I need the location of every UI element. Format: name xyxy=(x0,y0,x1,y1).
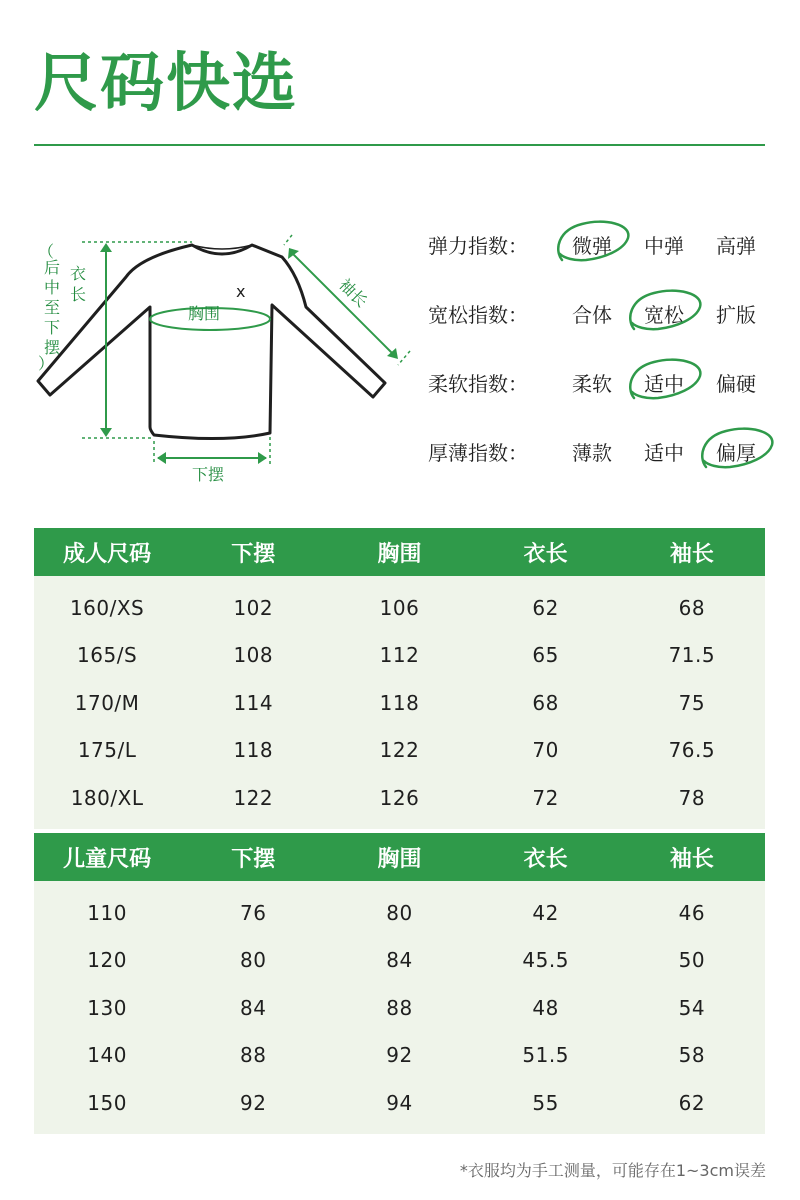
length-arrow-head-bottom xyxy=(100,428,112,437)
table-cell: 150 xyxy=(87,1090,127,1115)
adult-size-table xyxy=(34,528,765,829)
sleeve-bottom-guide xyxy=(398,351,410,365)
table-header xyxy=(34,833,765,881)
table-cell: 76.5 xyxy=(668,738,716,763)
table-cell: 94 xyxy=(386,1090,413,1115)
table-row xyxy=(34,1032,765,1080)
header-cell: 下摆 xyxy=(231,846,276,872)
back-label-2: 后 xyxy=(44,258,61,277)
garment-diagram xyxy=(30,215,430,495)
index-row-thickness xyxy=(428,417,788,486)
table-row xyxy=(34,632,765,680)
table-cell: 75 xyxy=(678,690,706,715)
selected-ring-icon xyxy=(624,354,706,406)
index-row-softness xyxy=(428,348,788,417)
table-cell: 120 xyxy=(87,948,127,973)
header-cell: 衣长 xyxy=(523,541,568,567)
table-cell: 76 xyxy=(240,900,267,925)
index-option: 微弹 xyxy=(556,230,628,259)
header-cell: 下摆 xyxy=(231,541,276,567)
index-option: 薄款 xyxy=(572,441,612,465)
title-divider xyxy=(34,144,765,146)
table-cell: 55 xyxy=(532,1090,559,1115)
table-cell: 110 xyxy=(87,900,127,925)
kids-size-table xyxy=(34,833,765,1134)
sweater-outline-illustration xyxy=(30,215,430,495)
table-cell: 84 xyxy=(240,995,267,1020)
table-cell: 118 xyxy=(233,738,274,763)
logo-mark: x xyxy=(236,282,246,301)
table-cell: 102 xyxy=(233,595,274,620)
index-option: 扩版 xyxy=(716,303,756,327)
index-label: 厚薄指数： xyxy=(428,441,528,465)
table-cell: 45.5 xyxy=(522,948,569,973)
table-body xyxy=(34,881,765,1134)
index-row-elasticity xyxy=(428,210,788,279)
fabric-indices xyxy=(428,210,788,486)
table-cell: 72 xyxy=(532,785,559,810)
header-cell: 袖长 xyxy=(669,541,714,567)
back-label-5: 下 xyxy=(44,318,61,337)
length-arrow-head-top xyxy=(100,243,112,252)
table-row xyxy=(34,584,765,632)
index-option: 偏硬 xyxy=(716,372,756,396)
table-cell: 88 xyxy=(240,1043,267,1068)
table-cell: 65 xyxy=(532,643,559,668)
table-cell: 71.5 xyxy=(668,643,716,668)
table-cell: 70 xyxy=(532,738,559,763)
sleeve-arrow-line xyxy=(292,253,394,355)
table-cell: 80 xyxy=(240,948,267,973)
index-option: 宽松 xyxy=(628,299,700,328)
sleeve-label: 袖长 xyxy=(335,274,372,312)
table-cell: 122 xyxy=(379,738,420,763)
table-cell: 50 xyxy=(678,948,706,973)
index-label: 宽松指数： xyxy=(428,303,528,327)
table-row xyxy=(34,937,765,985)
measurement-note: *衣服均为手工测量，可能存在1~3cm误差 xyxy=(459,1161,766,1180)
index-option: 适中 xyxy=(644,441,684,465)
table-header xyxy=(34,528,765,576)
back-label-4: 至 xyxy=(44,298,61,317)
back-label-1: （ xyxy=(38,242,55,261)
table-row xyxy=(34,774,765,822)
sweater-outline xyxy=(38,245,385,439)
table-cell: 126 xyxy=(379,785,420,810)
index-option: 偏厚 xyxy=(700,437,772,466)
table-cell: 62 xyxy=(678,1090,706,1115)
table-cell: 48 xyxy=(532,995,559,1020)
index-label: 柔软指数： xyxy=(428,372,528,396)
table-cell: 51.5 xyxy=(522,1043,569,1068)
table-cell: 122 xyxy=(233,785,274,810)
table-cell: 160/XS xyxy=(69,595,145,620)
table-cell: 88 xyxy=(386,995,413,1020)
back-label-3: 中 xyxy=(44,278,61,297)
back-label-6: 摆 xyxy=(44,338,61,357)
back-label-7: ） xyxy=(38,354,55,373)
table-cell: 92 xyxy=(386,1043,413,1068)
chest-label: 胸围 xyxy=(188,304,221,323)
table-cell: 80 xyxy=(386,900,413,925)
hem-arrow-head-left xyxy=(157,452,166,464)
table-cell: 170/M xyxy=(74,690,140,715)
table-row xyxy=(34,1079,765,1127)
table-cell: 165/S xyxy=(77,643,138,668)
sleeve-top-guide xyxy=(284,235,292,245)
header-cell: 衣长 xyxy=(523,846,568,872)
table-row xyxy=(34,984,765,1032)
table-cell: 84 xyxy=(386,948,413,973)
table-cell: 42 xyxy=(532,900,559,925)
index-option: 柔软 xyxy=(572,372,612,396)
table-cell: 62 xyxy=(532,595,559,620)
table-row xyxy=(34,889,765,937)
table-cell: 106 xyxy=(379,595,420,620)
index-option: 适中 xyxy=(628,368,700,397)
table-cell: 46 xyxy=(678,900,706,925)
header-cell: 袖长 xyxy=(669,846,714,872)
table-cell: 92 xyxy=(240,1090,267,1115)
table-cell: 175/L xyxy=(77,738,137,763)
table-cell: 68 xyxy=(678,595,706,620)
header-cell: 儿童尺码 xyxy=(63,846,152,872)
header-cell: 胸围 xyxy=(377,541,422,567)
table-cell: 54 xyxy=(678,995,706,1020)
hem-arrow-head-right xyxy=(258,452,267,464)
table-cell: 78 xyxy=(678,785,706,810)
index-row-fit xyxy=(428,279,788,348)
table-row xyxy=(34,727,765,775)
table-cell: 108 xyxy=(233,643,274,668)
length-label-2: 长 xyxy=(70,285,87,304)
page-title: 尺码快选 xyxy=(34,47,298,121)
table-cell: 130 xyxy=(87,995,127,1020)
table-cell: 68 xyxy=(532,690,559,715)
table-body xyxy=(34,576,765,829)
table-cell: 114 xyxy=(233,690,274,715)
index-option: 高弹 xyxy=(716,234,756,258)
selected-ring-icon xyxy=(696,423,778,475)
index-option: 合体 xyxy=(572,303,612,327)
table-cell: 180/XL xyxy=(70,785,144,810)
table-cell: 58 xyxy=(678,1043,706,1068)
table-cell: 112 xyxy=(379,643,420,668)
header-cell: 成人尺码 xyxy=(63,541,152,567)
table-cell: 140 xyxy=(87,1043,127,1068)
selected-ring-icon xyxy=(624,285,706,337)
index-label: 弹力指数： xyxy=(428,234,528,258)
index-option: 中弹 xyxy=(644,234,684,258)
hem-label: 下摆 xyxy=(192,465,225,484)
header-cell: 胸围 xyxy=(377,846,422,872)
table-cell: 118 xyxy=(379,690,420,715)
selected-ring-icon xyxy=(552,216,634,268)
table-row xyxy=(34,679,765,727)
length-label-1: 衣 xyxy=(70,264,87,283)
